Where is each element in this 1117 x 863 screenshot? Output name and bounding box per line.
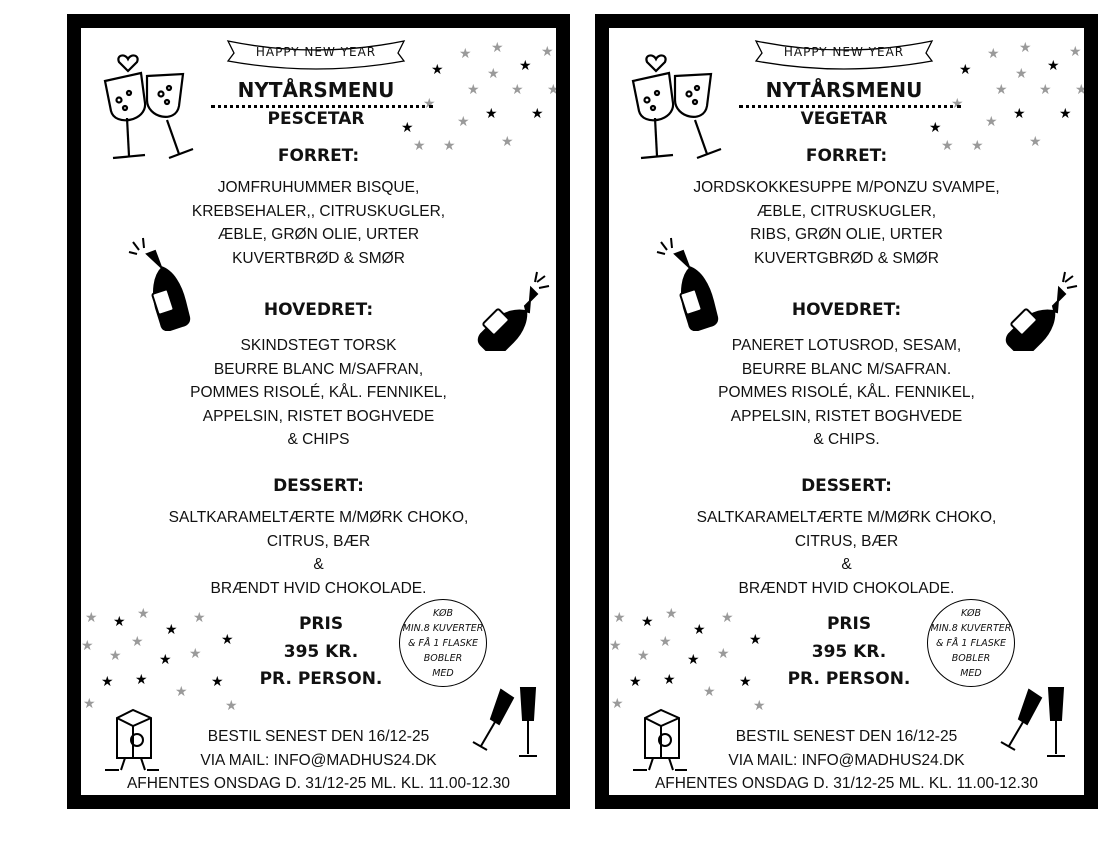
svg-text:★: ★ [1013,106,1026,122]
svg-text:★: ★ [165,622,178,638]
price-label: PRIS [826,614,872,634]
ribbon-text: HAPPY NEW YEAR [783,45,905,59]
svg-text:★: ★ [641,614,654,630]
svg-text:★: ★ [987,46,1000,62]
svg-text:★: ★ [717,646,730,662]
svg-text:★: ★ [1015,66,1028,82]
badge-line: BOBLER [951,652,991,664]
menu-card-inner [81,28,560,795]
starter-lines [609,176,1084,270]
menu-subtitle: VEGETAR [800,109,888,129]
svg-text:★: ★ [1075,82,1088,98]
main-line: APPELSIN, RISTET BOGHVEDE [202,407,435,425]
main-heading: HOVEDRET: [791,300,902,320]
svg-text:★: ★ [611,696,624,710]
svg-text:★: ★ [753,698,766,710]
footer-line: BESTIL SENEST DEN 16/12-25 [735,728,958,745]
main-line: POMMES RISOLÉ, KÅL. FENNIKEL, [190,384,447,401]
order-info [81,725,556,795]
svg-text:★: ★ [501,134,514,150]
menu-title: NYTÅRSMENU [237,78,395,102]
svg-text:★: ★ [749,632,762,648]
title-dotted-line [739,105,961,108]
main-line: PANERET LOTUSROD, SESAM, [731,337,962,354]
badge-line: MED [432,667,454,679]
svg-text:★: ★ [113,614,126,630]
main-lines [81,334,556,452]
main-line: POMMES RISOLÉ, KÅL. FENNIKEL, [718,384,975,401]
svg-text:★: ★ [491,40,504,56]
svg-text:★: ★ [739,674,752,690]
starter-line: RIBS, GRØN OLIE, URTER [750,226,943,243]
svg-text:★: ★ [413,138,426,154]
svg-text:★: ★ [703,684,716,700]
svg-text:★: ★ [1059,106,1072,122]
svg-text:★: ★ [131,634,144,650]
svg-text:★: ★ [637,648,650,664]
dessert-line: CITRUS, BÆR [266,532,371,550]
starter-line: KREBSEHALER,, CITRUSKUGLER, [191,202,446,220]
order-info [609,725,1084,795]
star-icon [609,600,769,710]
svg-text:★: ★ [159,652,172,668]
main-line: APPELSIN, RISTET BOGHVEDE [730,407,963,425]
svg-text:★: ★ [941,138,954,154]
star-icon [81,600,241,710]
dessert-line: CITRUS, BÆR [794,532,899,550]
svg-text:★: ★ [665,606,678,622]
svg-text:★: ★ [1047,58,1060,74]
starter-line: ÆBLE, CITRUSKUGLER, [756,202,937,220]
title-dotted-line [211,105,433,108]
svg-text:★: ★ [693,622,706,638]
svg-text:★: ★ [487,66,500,82]
svg-text:★: ★ [225,698,238,710]
badge-line: KØB [961,607,981,619]
svg-text:★: ★ [401,120,414,136]
footer-line: AFHENTES ONSDAG D. 31/12-25 ML. KL. 11.00-12.30 [126,775,511,792]
starter-heading: FORRET: [805,146,888,166]
offer-badge [927,599,1015,687]
starter-heading: FORRET: [277,146,360,166]
svg-text:★: ★ [1029,134,1042,150]
dessert-heading: DESSERT: [801,476,892,496]
menu-title: NYTÅRSMENU [765,78,923,102]
menu-card-inner [609,28,1088,795]
svg-text:★: ★ [221,632,234,648]
svg-text:★: ★ [467,82,480,98]
svg-text:★: ★ [101,674,114,690]
price-unit: PR. PERSON. [259,669,383,689]
main-heading: HOVEDRET: [263,300,374,320]
svg-text:★: ★ [1069,44,1082,60]
svg-text:★: ★ [459,46,472,62]
main-line: BEURRE BLANC M/SAFRAN. [741,360,952,378]
main-line: BEURRE BLANC M/SAFRAN, [213,360,424,378]
badge-line: KØB [433,607,453,619]
svg-text:★: ★ [613,610,626,626]
badge-line: MIN.8 KUVERTER [930,622,1012,634]
dessert-line: SALTKARAMELTÆRTE M/MØRK CHOKO, [696,509,997,526]
footer-line: AFHENTES ONSDAG D. 31/12-25 ML. KL. 11.00-12.30 [654,775,1039,792]
svg-text:★: ★ [443,138,456,154]
svg-text:★: ★ [457,114,470,130]
starter-line: ÆBLE, GRØN OLIE, URTER [217,226,420,243]
svg-text:★: ★ [547,82,560,98]
svg-text:★: ★ [211,674,224,690]
main-lines [609,334,1084,452]
dessert-line: BRÆNDT HVID CHOKOLADE. [738,579,955,597]
starter-line: KUVERTGBRØD & SMØR [754,249,939,267]
dessert-heading: DESSERT: [273,476,364,496]
dessert-line: & [313,556,324,573]
happy-new-year-ribbon [226,37,406,71]
price-block [251,611,391,694]
starter-lines [81,176,556,270]
offer-badge [399,599,487,687]
footer-line: BESTIL SENEST DEN 16/12-25 [207,728,430,745]
main-line: & CHIPS [287,431,350,448]
svg-text:★: ★ [137,606,150,622]
svg-text:★: ★ [519,58,532,74]
price-unit: PR. PERSON. [787,669,911,689]
svg-text:★: ★ [1019,40,1032,56]
svg-text:★: ★ [83,696,96,710]
svg-text:★: ★ [687,652,700,668]
svg-text:★: ★ [531,106,544,122]
svg-text:★: ★ [971,138,984,154]
badge-line: MED [960,667,982,679]
menu-card-pescetar [67,14,570,809]
price-block [779,611,919,694]
price-label: PRIS [298,614,344,634]
dessert-line: BRÆNDT HVID CHOKOLADE. [210,579,427,597]
main-line: SKINDSTEGT TORSK [240,337,397,354]
svg-text:★: ★ [109,648,122,664]
footer-line: VIA MAIL: INFO@MADHUS24.DK [200,751,437,769]
happy-new-year-ribbon [754,37,934,71]
dessert-line: SALTKARAMELTÆRTE M/MØRK CHOKO, [168,509,469,526]
svg-text:★: ★ [423,96,436,112]
svg-text:★: ★ [663,672,676,688]
badge-line: & FÅ 1 FLASKE [408,637,478,649]
dessert-lines [609,506,1084,600]
footer-line: VIA MAIL: INFO@MADHUS24.DK [728,751,965,769]
svg-text:★: ★ [1039,82,1052,98]
ribbon-text: HAPPY NEW YEAR [255,45,377,59]
svg-text:★: ★ [721,610,734,626]
svg-text:★: ★ [85,610,98,626]
svg-text:★: ★ [431,62,444,78]
badge-line: MIN.8 KUVERTER [402,622,484,634]
svg-text:★: ★ [511,82,524,98]
svg-text:★: ★ [175,684,188,700]
svg-text:★: ★ [995,82,1008,98]
dessert-lines [81,506,556,600]
dessert-line: & [841,556,852,573]
svg-text:★: ★ [541,44,554,60]
svg-text:★: ★ [81,638,94,654]
price-amount: 395 KR. [811,641,887,662]
badge-line: & FÅ 1 FLASKE [936,637,1006,649]
svg-text:★: ★ [193,610,206,626]
svg-text:★: ★ [485,106,498,122]
starter-line: JOMFRUHUMMER BISQUE, [217,179,420,196]
price-amount: 395 KR. [283,641,359,662]
main-line: & CHIPS. [813,431,880,448]
svg-text:★: ★ [985,114,998,130]
badge-line: BOBLER [423,652,463,664]
menu-card-vegetar [595,14,1098,809]
svg-text:★: ★ [609,638,622,654]
svg-text:★: ★ [659,634,672,650]
svg-text:★: ★ [929,120,942,136]
svg-text:★: ★ [951,96,964,112]
svg-text:★: ★ [135,672,148,688]
starter-line: KUVERTBRØD & SMØR [232,249,405,267]
starter-line: JORDSKOKKESUPPE M/PONZU SVAMPE, [693,179,1000,196]
menu-subtitle: PESCETAR [267,109,365,129]
svg-text:★: ★ [959,62,972,78]
svg-text:★: ★ [189,646,202,662]
svg-text:★: ★ [629,674,642,690]
